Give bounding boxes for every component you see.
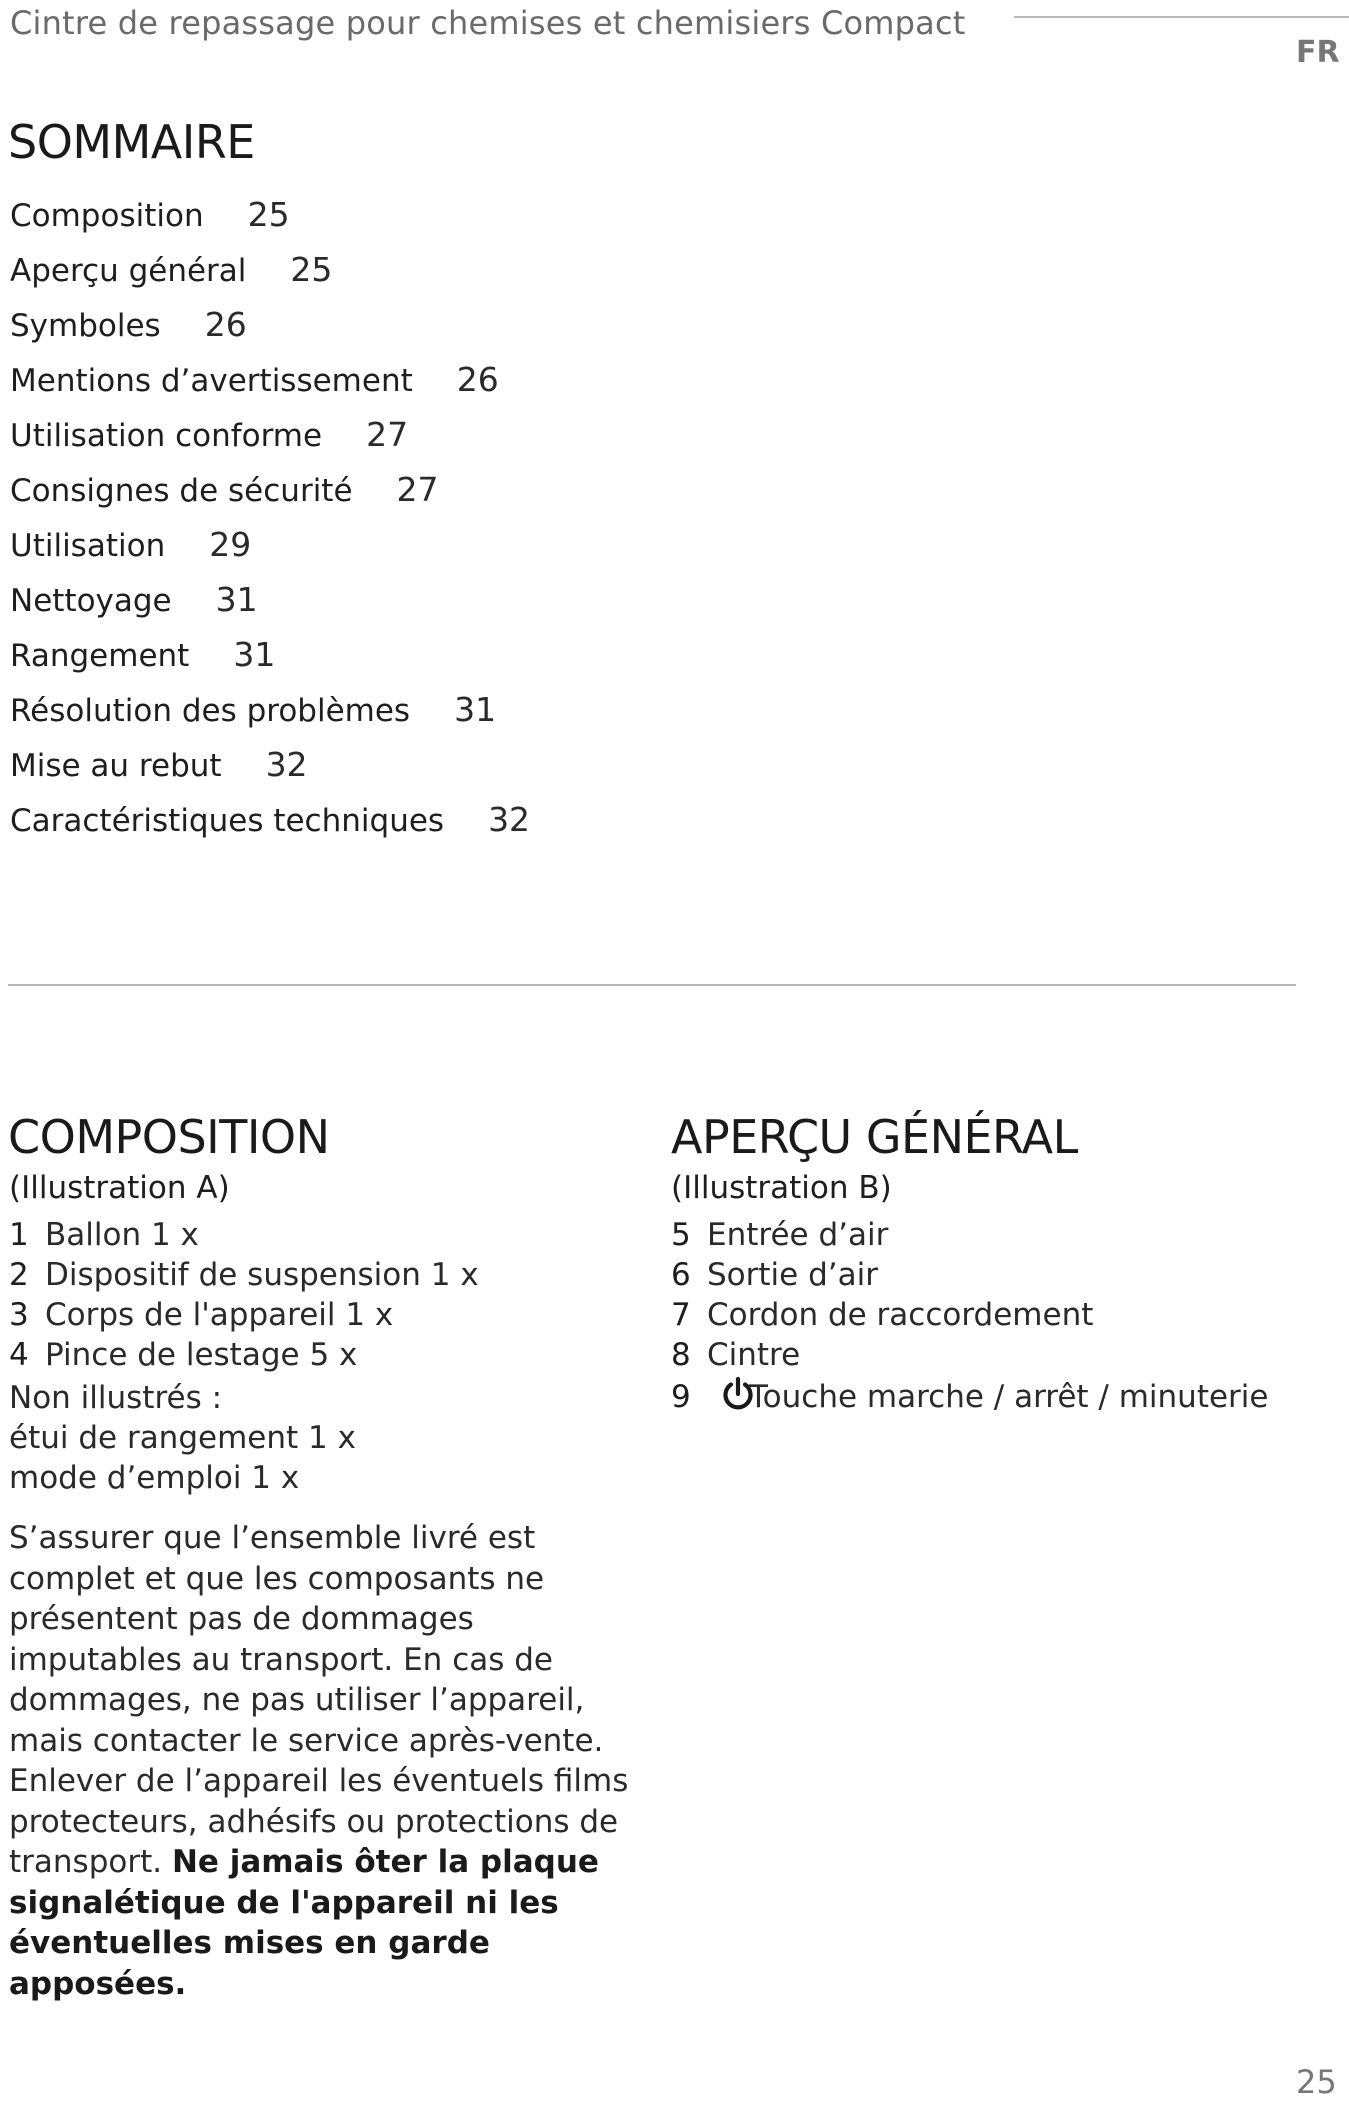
toc-item-page: 26 xyxy=(456,360,499,399)
composition-list xyxy=(9,1215,479,1375)
toc-item[interactable] xyxy=(10,627,530,682)
section-divider xyxy=(8,984,1296,986)
toc-item[interactable] xyxy=(10,352,530,407)
item-number: 5 xyxy=(671,1217,691,1253)
list-item xyxy=(671,1335,1268,1375)
not-illustrated-item: mode d’emploi 1 x xyxy=(9,1460,300,1496)
item-text: Sortie d’air xyxy=(707,1257,878,1293)
toc-item-label: Composition xyxy=(10,198,204,234)
item-number: 8 xyxy=(671,1337,691,1373)
toc-item[interactable] xyxy=(10,682,530,737)
list-item xyxy=(671,1375,1268,1415)
delivery-check-paragraph: S’assurer que l’ensemble livré est complet et que les composants ne présentent pas de dommages imputables au transport. En cas de dommages, ne pas utiliser l’appareil, mais contacter le service après-vente. xyxy=(9,1520,604,1759)
item-text: Ballon 1 x xyxy=(45,1217,199,1253)
item-number: 1 xyxy=(9,1217,29,1253)
toc-item-page: 31 xyxy=(454,690,497,729)
toc-item[interactable] xyxy=(10,462,530,517)
overview-heading: APERÇU GÉNÉRAL xyxy=(671,1110,1078,1164)
toc-item-label: Utilisation xyxy=(10,528,166,564)
toc-item-label: Symboles xyxy=(10,308,161,344)
item-text: Entrée d’air xyxy=(707,1217,889,1253)
toc-item-page: 29 xyxy=(209,525,252,564)
language-badge: FR xyxy=(1296,35,1340,70)
toc-heading: SOMMAIRE xyxy=(8,115,255,169)
toc-item-page: 26 xyxy=(204,305,247,344)
composition-heading: COMPOSITION xyxy=(8,1110,330,1164)
list-item xyxy=(9,1255,479,1295)
toc-item-page: 32 xyxy=(488,800,531,839)
composition-illustration-ref: (Illustration A) xyxy=(9,1170,230,1206)
item-number: 4 xyxy=(9,1337,29,1373)
toc-list xyxy=(10,187,530,847)
toc-item-page: 27 xyxy=(396,470,439,509)
item-number: 2 xyxy=(9,1257,29,1293)
rating-plate-warning: Ne jamais ôter la plaque signalétique de l'appareil ni les éventuelles mises en garde apposées. xyxy=(9,1844,599,2002)
toc-item[interactable] xyxy=(10,517,530,572)
packaging-removal-text: Enlever de l’appareil les éventuels films protecteurs, adhésifs ou protections de transport. xyxy=(9,1763,629,1880)
toc-item-label: Résolution des problèmes xyxy=(10,693,411,729)
document-header-title: Cintre de repassage pour chemises et chemisiers Compact xyxy=(10,4,966,42)
not-illustrated-block xyxy=(9,1378,356,1498)
item-number: 9 xyxy=(671,1379,691,1415)
toc-item-page: 27 xyxy=(366,415,409,454)
list-item xyxy=(9,1295,479,1335)
toc-item-page: 31 xyxy=(215,580,258,619)
toc-item-page: 25 xyxy=(247,195,290,234)
list-item xyxy=(671,1295,1268,1335)
overview-illustration-ref: (Illustration B) xyxy=(671,1170,892,1206)
item-number: 3 xyxy=(9,1297,29,1333)
item-number: 6 xyxy=(671,1257,691,1293)
item-number: 7 xyxy=(671,1297,691,1333)
toc-item-label: Rangement xyxy=(10,638,190,674)
not-illustrated-item: étui de rangement 1 x xyxy=(9,1420,356,1456)
toc-item[interactable] xyxy=(10,407,530,462)
toc-item-label: Nettoyage xyxy=(10,583,172,619)
list-item xyxy=(9,1215,479,1255)
packaging-removal-paragraph xyxy=(9,1761,649,2004)
toc-item-label: Utilisation conforme xyxy=(10,418,323,454)
item-text: Corps de l'appareil 1 x xyxy=(45,1297,394,1333)
item-text: Cintre xyxy=(707,1337,801,1373)
item-text: Cordon de raccordement xyxy=(707,1297,1094,1333)
toc-item-label: Mentions d’avertissement xyxy=(10,363,413,399)
list-item xyxy=(671,1215,1268,1255)
toc-item[interactable] xyxy=(10,792,530,847)
page-number: 25 xyxy=(1296,2063,1337,2101)
header-divider xyxy=(1014,16,1349,18)
toc-item[interactable] xyxy=(10,572,530,627)
toc-item[interactable] xyxy=(10,187,530,242)
list-item xyxy=(9,1335,479,1375)
toc-item-label: Caractéristiques techniques xyxy=(10,803,445,839)
toc-item[interactable] xyxy=(10,297,530,352)
toc-item[interactable] xyxy=(10,242,530,297)
not-illustrated-label: Non illustrés : xyxy=(9,1380,223,1416)
list-item xyxy=(671,1255,1268,1295)
toc-item-label: Aperçu général xyxy=(10,253,247,289)
item-text: Touche marche / arrêt / minuterie xyxy=(749,1379,1269,1415)
toc-item-page: 31 xyxy=(233,635,276,674)
toc-item-page: 32 xyxy=(265,745,308,784)
toc-item-label: Mise au rebut xyxy=(10,748,222,784)
item-text: Pince de lestage 5 x xyxy=(45,1337,358,1373)
toc-item-page: 25 xyxy=(290,250,333,289)
toc-item-label: Consignes de sécurité xyxy=(10,473,353,509)
toc-item[interactable] xyxy=(10,737,530,792)
overview-list xyxy=(671,1215,1268,1415)
item-text: Dispositif de suspension 1 x xyxy=(45,1257,479,1293)
